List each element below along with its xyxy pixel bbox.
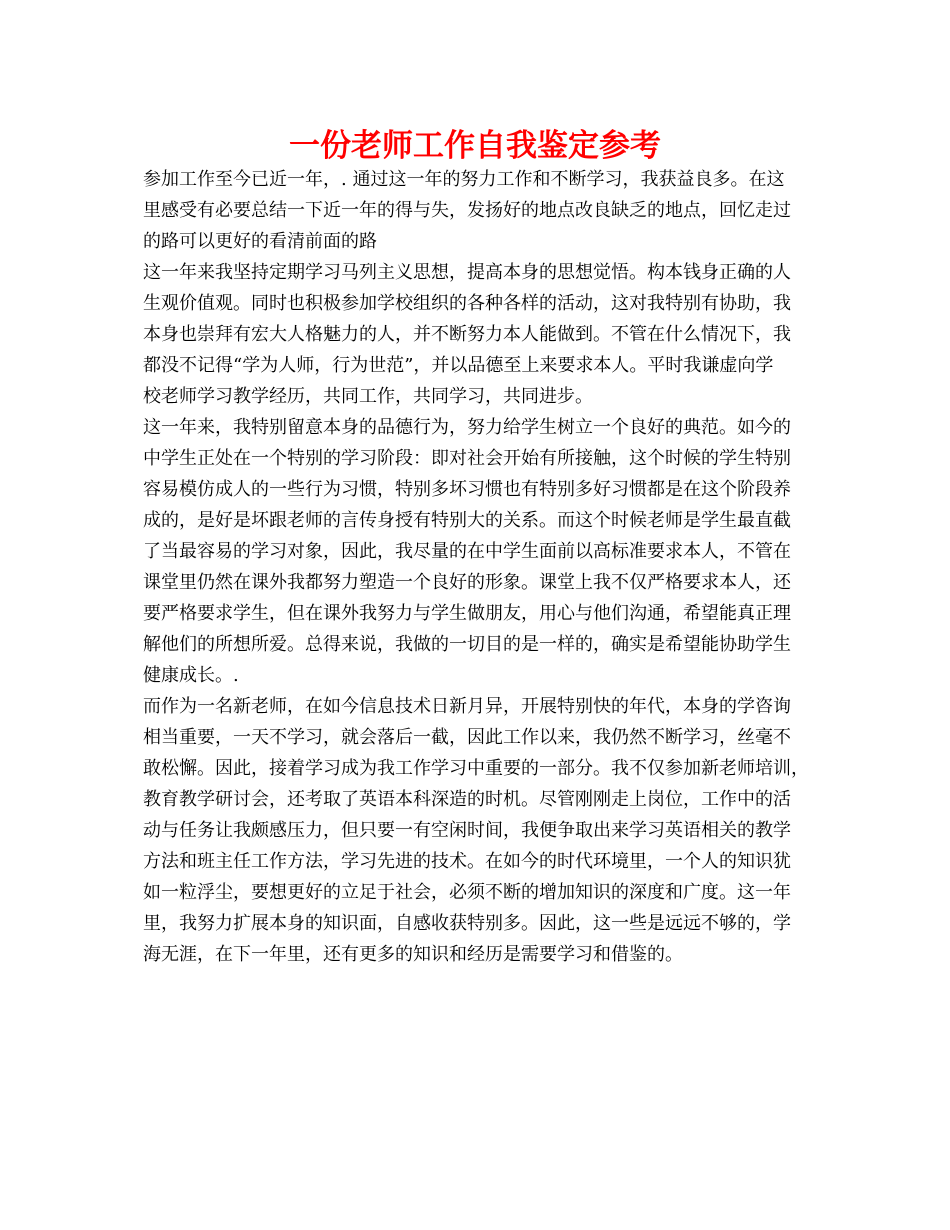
text-line: 课堂里仍然在课外我都努力塑造一个良好的形象。课堂上我不仅严格要求本人，还 <box>143 572 791 593</box>
document-body <box>143 164 823 970</box>
text-line: 参加工作至今已近一年，. 通过这一年的努力工作和不断学习，我获益良多。在这 <box>143 169 785 190</box>
text-line: 里感受有必要总结一下近一年的得与失，发扬好的地点改良缺乏的地点，回忆走过 <box>143 200 791 221</box>
text-line: 而作为一名新老师，在如今信息技术日新月异，开展特别快的年代，本身的学咨询 <box>143 696 791 717</box>
text-line: 里，我努力扩展本身的知识面，自感收获特别多。因此，这一些是远远不够的，学 <box>143 913 791 934</box>
text-line: 容易模仿成人的一些行为习惯，特别多坏习惯也有特别多好习惯都是在这个阶段养 <box>143 479 791 500</box>
text-line: 敢松懈。因此，接着学习成为我工作学习中重要的一部分。我不仅参加新老师培训， <box>143 758 809 779</box>
text-line: 校老师学习教学经历，共同工作，共同学习，共同进步。 <box>143 386 593 407</box>
text-line: 成的，是好是坏跟老师的言传身授有特别大的关系。而这个时候老师是学生最直截 <box>143 510 791 531</box>
paragraph <box>143 257 823 412</box>
text-line: 方法和班主任工作方法，学习先进的技术。在如今的时代环境里，一个人的知识犹 <box>143 851 791 872</box>
paragraph <box>143 691 823 970</box>
text-line: 要严格要求学生，但在课外我努力与学生做朋友，用心与他们沟通，希望能真正理 <box>143 603 791 624</box>
paragraph <box>143 164 823 257</box>
text-line: 健康成长。. <box>143 665 239 686</box>
text-line: 解他们的所想所爱。总得来说，我做的一切目的是一样的，确实是希望能协助学生 <box>143 634 791 655</box>
text-line: 教育教学研讨会，还考取了英语本科深造的时机。尽管刚刚走上岗位，工作中的活 <box>143 789 791 810</box>
text-line: 这一年来，我特别留意本身的品德行为，努力给学生树立一个良好的典范。如今的 <box>143 417 791 438</box>
paragraph <box>143 412 823 691</box>
text-line: 海无涯，在下一年里，还有更多的知识和经历是需要学习和借鉴的。 <box>143 944 683 965</box>
text-line: 这一年来我坚持定期学习马列主义思想，提高本身的思想觉悟。构本钱身正确的人 <box>143 262 791 283</box>
text-line: 了当最容易的学习对象，因此，我尽量的在中学生面前以高标准要求本人，不管在 <box>143 541 791 562</box>
text-line: 的路可以更好的看清前面的路 <box>143 231 377 252</box>
text-line: 如一粒浮尘，要想更好的立足于社会，必须不断的增加知识的深度和广度。这一年 <box>143 882 791 903</box>
text-line: 本身也崇拜有宏大人格魅力的人，并不断努力本人能做到。不管在什么情况下，我 <box>143 324 791 345</box>
text-line: 动与任务让我颇感压力，但只要一有空闲时间，我便争取出来学习英语相关的教学 <box>143 820 791 841</box>
text-line: 都没不记得“学为人师，行为世范”，并以品德至上来要求本人。平时我谦虚向学 <box>143 355 774 376</box>
text-line: 中学生正处在一个特别的学习阶段：即对社会开始有所接触，这个时候的学生特别 <box>143 448 791 469</box>
document-title: 一份老师工作自我鉴定参考 <box>289 128 661 164</box>
text-line: 生观价值观。同时也积极参加学校组织的各种各样的活动，这对我特别有协助，我 <box>143 293 791 314</box>
text-line: 相当重要，一天不学习，就会落后一截，因此工作以来，我仍然不断学习，丝毫不 <box>143 727 791 748</box>
